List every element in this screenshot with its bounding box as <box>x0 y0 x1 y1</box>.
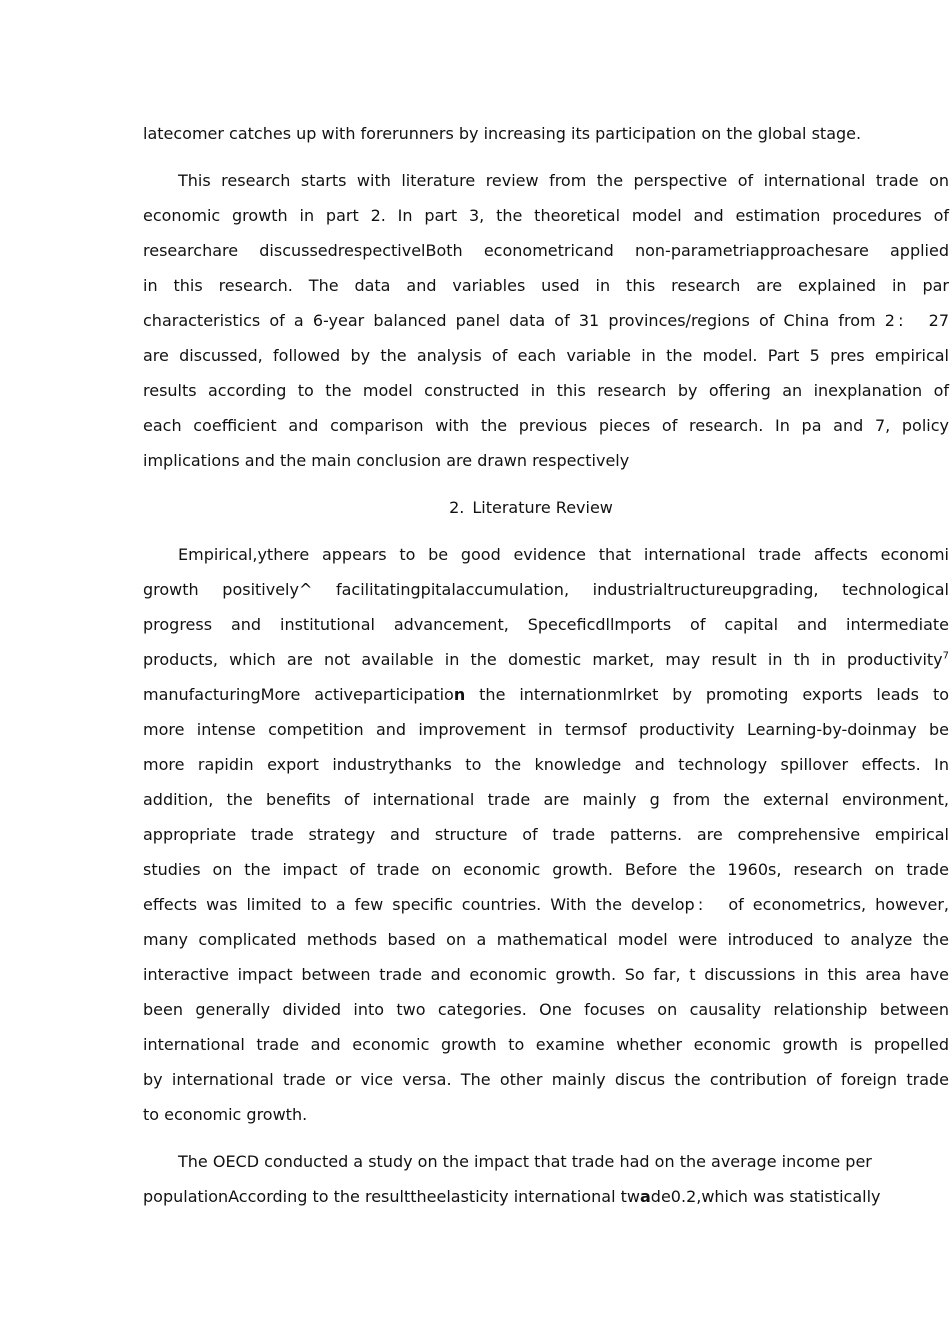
paragraph-line: been generally divided into two categories. One focuses on causality relationship between <box>143 1000 949 1019</box>
paragraph-line: studies on the impact of trade on economic growth. Before the 1960s, research on trade <box>143 860 949 879</box>
paragraph-literature <box>143 537 949 1132</box>
paragraph-line: The OECD conducted a study on the impact that trade had on the average income per <box>178 1152 872 1171</box>
paragraph-line: in this research. The data and variables used in this research are explained in par <box>143 276 949 295</box>
paragraph-line-text: products, which are not available in the domestic market, may result in th in productivity <box>143 650 943 669</box>
paragraph-line <box>143 677 949 712</box>
paragraph-line: economic growth in part 2. In part 3, the theoretical model and estimation procedures of <box>143 206 949 225</box>
paragraph-line: many complicated methods based on a mathematical model were introduced to analyze the <box>143 930 949 949</box>
paragraph-line <box>143 1179 949 1214</box>
paragraph-line: interactive impact between trade and economic growth. So far, t discussions in this area have <box>143 965 949 984</box>
paragraph-line: more intense competition and improvement in termsof productivity Learning-by-doinmay be <box>143 720 949 739</box>
bold-fragment: n <box>453 685 466 704</box>
paragraph-line: effects was limited to a few specific countries. With the develop : of econometrics, however, <box>143 895 949 914</box>
paragraph-line: appropriate trade strategy and structure of trade patterns. are comprehensive empirical <box>143 825 949 844</box>
footnote-marker: 7 <box>942 650 949 662</box>
paragraph-line: progress and institutional advancement, Speceficdllmports of capital and intermediate <box>143 615 949 634</box>
bold-fragment: a <box>640 1187 651 1206</box>
paragraph-line: are discussed, followed by the analysis of each variable in the model. Part 5 pres empirical <box>143 346 949 365</box>
section-title: Literature Review <box>472 498 613 517</box>
paragraph-line: each coefficient and comparison with the previous pieces of research. In pa and 7, policy <box>143 416 949 435</box>
section-number: 2. <box>449 498 465 517</box>
paragraph-line: to economic growth. <box>143 1105 308 1124</box>
paragraph-line: implications and the main conclusion are drawn respectively <box>143 451 630 470</box>
paragraph-line: by international trade or vice versa. The other mainly discus the contribution of foreign trade <box>143 1070 949 1089</box>
paragraph-line: growth positively^ facilitatingpitalaccumulation, industrialtructureupgrading, technological <box>143 580 949 599</box>
paragraph-line: This research starts with literature review from the perspective of international trade on <box>178 171 949 190</box>
section-heading <box>113 490 949 525</box>
intro-line: latecomer catches up with forerunners by increasing its participation on the global stage. <box>143 124 862 143</box>
paragraph-oecd-study <box>143 1144 949 1214</box>
paragraph-line-text: de0.2,which was statistically <box>650 1187 881 1206</box>
paragraph-line: international trade and economic growth to examine whether economic growth is propelled <box>143 1035 949 1054</box>
paragraph-line <box>143 642 949 677</box>
paragraph-line: characteristics of a 6-year balanced panel data of 31 provinces/regions of China from 2 : 27 <box>143 311 949 330</box>
paragraph-line: results according to the model constructed in this research by offering an inexplanation of <box>143 381 949 400</box>
paragraph-line-text: populationAccording to the resulttheelasticity international tw <box>143 1187 640 1206</box>
paragraph-line-text: manufacturingMore activeparticipatio <box>143 685 454 704</box>
paragraph-line: addition, the benefits of international trade are mainly g from the external environment, <box>143 790 949 809</box>
document-page <box>143 116 949 1214</box>
paragraph-line: more rapidin export industrythanks to the knowledge and technology spillover effects. In <box>143 755 949 774</box>
paragraph-research-outline <box>143 163 949 478</box>
paragraph-line: Empirical,ythere appears to be good evidence that international trade affects economi <box>178 545 949 564</box>
paragraph-line: researchare discussedrespectivelBoth econometricand non-parametriapproachesare applied <box>143 241 949 260</box>
paragraph-line-text: the internationmlrket by promoting exports leads to <box>465 685 950 704</box>
